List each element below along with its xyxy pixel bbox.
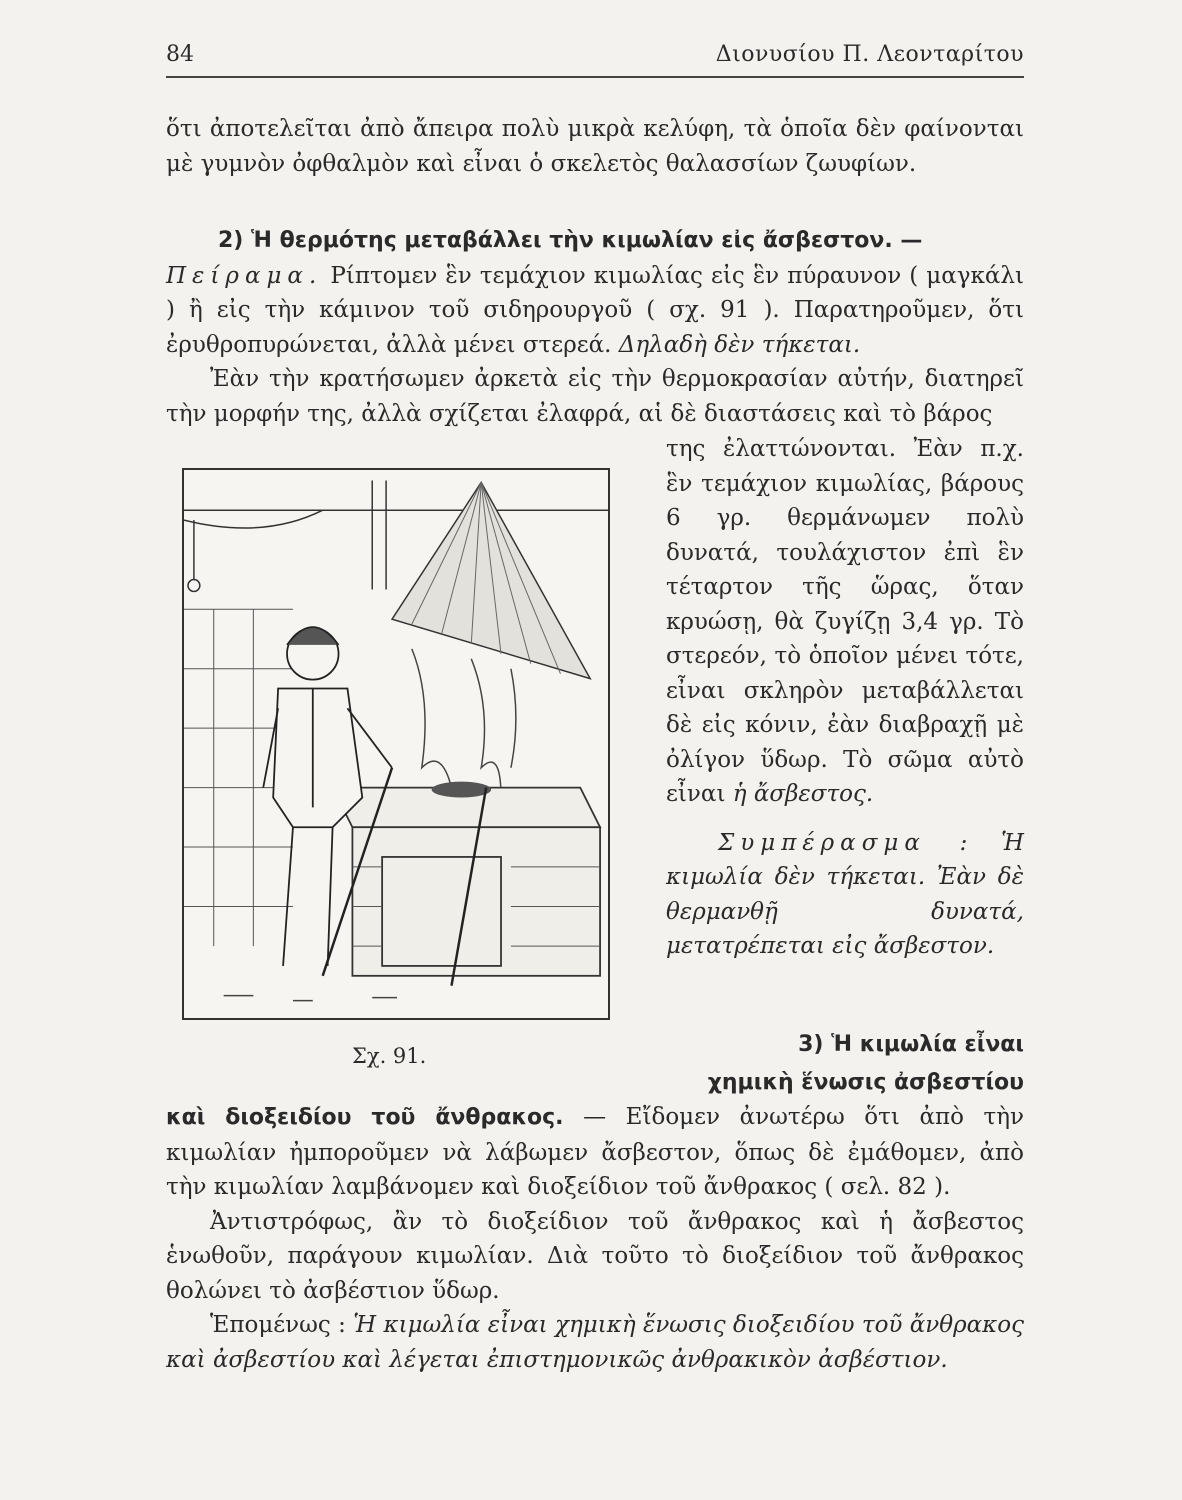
side-column-italic: ἡ ἄσβεστος. — [732, 781, 874, 807]
conclusion-text: Ἡ κιμωλία δὲν τήκεται. Ἐὰν δὲ θερμανθῇ δυνατά, μετατρέπεται εἰς ἄσβεστον. — [666, 829, 1024, 959]
section-3-heading — [640, 1026, 1024, 1102]
section-3-p1-text: — Εἴδομεν ἀνωτέρω ὅτι ἀπὸ τὴν κιμωλίαν ἠμποροῦμεν νὰ λάβωμεν ἄσβεστον, ὅπως δὲ ἐμάθομεν, ἀπὸ τὴν κιμωλίαν λαμβάνομεν καὶ διοξείδιον τοῦ ἄνθρακος ( σελ. 82 ). — [166, 1104, 1024, 1200]
peirama-label: Πείραμα. — [166, 262, 323, 289]
forge-drawing — [184, 470, 608, 1018]
section-3-p3-label: Ἑπομένως : — [210, 1312, 346, 1338]
intro-line-2: μὲ γυμνὸν ὀφθαλμὸν καὶ εἶναι ὁ σκελετὸς θαλασσίων ζωυφίων. — [166, 150, 917, 177]
section-3-heading-line-1: 3) Ἡ κιμωλία εἶναι — [798, 1032, 1024, 1057]
intro-line-1: ὅτι ἀποτελεῖται ἀπὸ ἄπειρα πολὺ μικρὰ κελύφη, τὰ ὁποῖα δὲν φαίνονται — [166, 116, 1024, 142]
conclusion-label: Συμπέρασμα : — [718, 829, 974, 856]
section-2-paragraph-1 — [166, 259, 1024, 363]
section-2-paragraph-2: Ἐὰν τὴν κρατήσωμεν ἀρκετὰ εἰς τὴν θερμοκρασίαν αὐτήν, διατηρεῖ τὴν μορφήν της, ἀλλὰ σχίζεται ἐλαφρά, αἱ δὲ διαστάσεις καὶ τὸ βάρος — [166, 366, 1024, 427]
figure-caption: Σχ. 91. — [352, 1044, 427, 1068]
section-3-paragraph-3 — [166, 1308, 1024, 1377]
intro-paragraph — [166, 112, 1024, 181]
page-header — [166, 42, 1024, 78]
section-3-p3-italic: Ἡ κιμωλία εἶναι χημικὴ ἕνωσις διοξειδίου τοῦ ἄνθρακος καὶ ἀσβεστίου καὶ λέγεται ἐπιστημονικῶς ἀνθρακικὸν ἀσβέστιον. — [166, 1312, 1024, 1373]
side-column — [666, 432, 1024, 964]
running-title: Διονυσίου Π. Λεονταρίτου — [715, 42, 1024, 67]
conclusion-paragraph — [666, 826, 1024, 964]
side-column-text: της ἐλαττώνονται. Ἐὰν π.χ. ἓν τεμάχιον κιμωλίας, βάρους 6 γρ. θερμάνωμεν πολὺ δυνατά, τουλάχιστον ἐπὶ ἓν τέταρτον τῆς ὥρας, ὅταν κρυώσῃ, θὰ ζυγίζῃ 3,4 γρ. Τὸ στερεόν, τὸ ὁποῖον μένει τότε, εἶναι σκληρὸν μεταβάλλεται δὲ εἰς κόνιν, ἐὰν διαβραχῇ μὲ ὀλίγον ὕδωρ. Τὸ σῶμα αὐτὸ εἶναι — [666, 436, 1024, 807]
section-3-heading-line-3: καὶ διοξειδίου τοῦ ἄνθρακος. — [166, 1105, 564, 1130]
side-column-paragraph — [666, 432, 1024, 812]
page-number: 84 — [166, 42, 194, 67]
section-3-paragraph-2: Ἀντιστρόφως, ἂν τὸ διοξείδιον τοῦ ἄνθρακος καὶ ἡ ἄσβεστος ἑνωθοῦν, παράγουν κιμωλίαν. Διὰ τοῦτο τὸ διοξείδιον τοῦ ἄνθρακος θολώνει τὸ ἀσβέστιον ὕδωρ. — [166, 1208, 1024, 1304]
section-2-p1-text: Ρίπτομεν ἓν τεμάχιον κιμωλίας εἰς ἓν πύραυνον ( μαγκάλι ) ἢ εἰς τὴν κάμινον τοῦ σιδηρουργοῦ ( σχ. 91 ). Παρατηροῦμεν, ὅτι ἐρυθροπυρώνεται, ἀλλὰ μένει στερεά. — [166, 262, 1025, 358]
section-3-body — [166, 1100, 1024, 1377]
figure-91-illustration — [182, 468, 610, 1020]
section-2-heading: 2) Ἡ θερμότης μεταβάλλει τὴν κιμωλίαν εἰς ἄσβεστον. — — [218, 228, 923, 253]
section-3-heading-line-2: χημικὴ ἕνωσις ἀσβεστίου — [707, 1070, 1024, 1095]
section-3-paragraph-1 — [166, 1100, 1024, 1205]
section-2-p1-italic: Δηλαδὴ δὲν τήκεται. — [618, 331, 861, 358]
section-2 — [166, 224, 1024, 431]
